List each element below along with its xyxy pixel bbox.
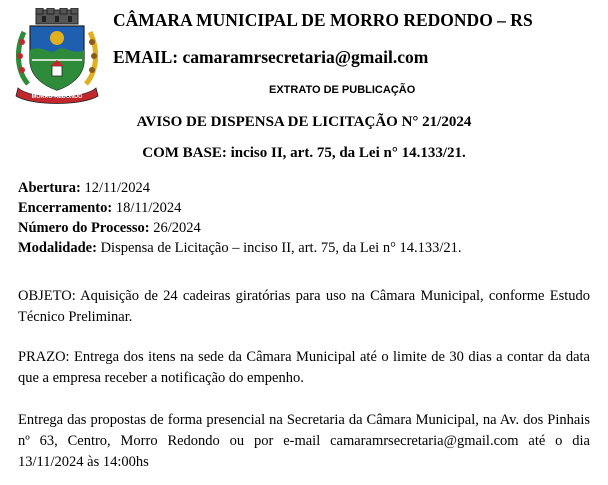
field-abertura	[18, 178, 598, 198]
field-label: Número do Processo:	[18, 220, 150, 236]
prazo-paragraph: PRAZO: Entrega dos itens na sede da Câmara Municipal até o limite de 30 dias a contar da data que a empresa receber a notificação do empenho.	[18, 349, 590, 386]
field-value: 18/11/2024	[112, 200, 182, 216]
com-base-heading: COM BASE: inciso II, art. 75, da Lei n° 14.133/21.	[142, 145, 466, 161]
field-label: Encerramento:	[18, 200, 113, 216]
field-modalidade	[18, 238, 598, 258]
council-email: EMAIL: camaramrsecretaria@gmail.com	[113, 47, 429, 67]
field-value: Dispensa de Licitação – inciso II, art. 75, da Lei n° 14.133/21.	[96, 240, 462, 256]
svg-text:MORRO REDONDO: MORRO REDONDO	[31, 94, 83, 100]
field-encerramento	[18, 198, 598, 218]
council-title: CÂMARA MUNICIPAL DE MORRO REDONDO – RS	[113, 10, 533, 30]
extrato-heading: EXTRATO DE PUBLICAÇÃO	[269, 84, 416, 96]
coat-of-arms-icon	[12, 8, 102, 104]
field-value: 26/2024	[149, 220, 201, 236]
aviso-heading: AVISO DE DISPENSA DE LICITAÇÃO N° 21/2024	[136, 114, 472, 130]
field-value: 12/11/2024	[80, 180, 150, 196]
field-label: Abertura:	[18, 180, 81, 196]
shield	[30, 26, 84, 90]
entrega-paragraph: Entrega das propostas de forma presencial na Secretaria da Câmara Municipal, na Av. dos Pinhais nº 63, Centro, Morro Redondo ou por e-mail camaramrsecretaria@gmail.com até o dia 13/11/2024 às 14:00hs	[18, 412, 590, 470]
field-label: Modalidade:	[18, 240, 97, 256]
field-numero-processo	[18, 218, 598, 238]
process-fields	[18, 178, 598, 258]
objeto-paragraph: OBJETO: Aquisição de 24 cadeiras giratórias para uso na Câmara Municipal, conforme Estudo Técnico Preliminar.	[18, 288, 590, 325]
crown	[36, 8, 78, 24]
